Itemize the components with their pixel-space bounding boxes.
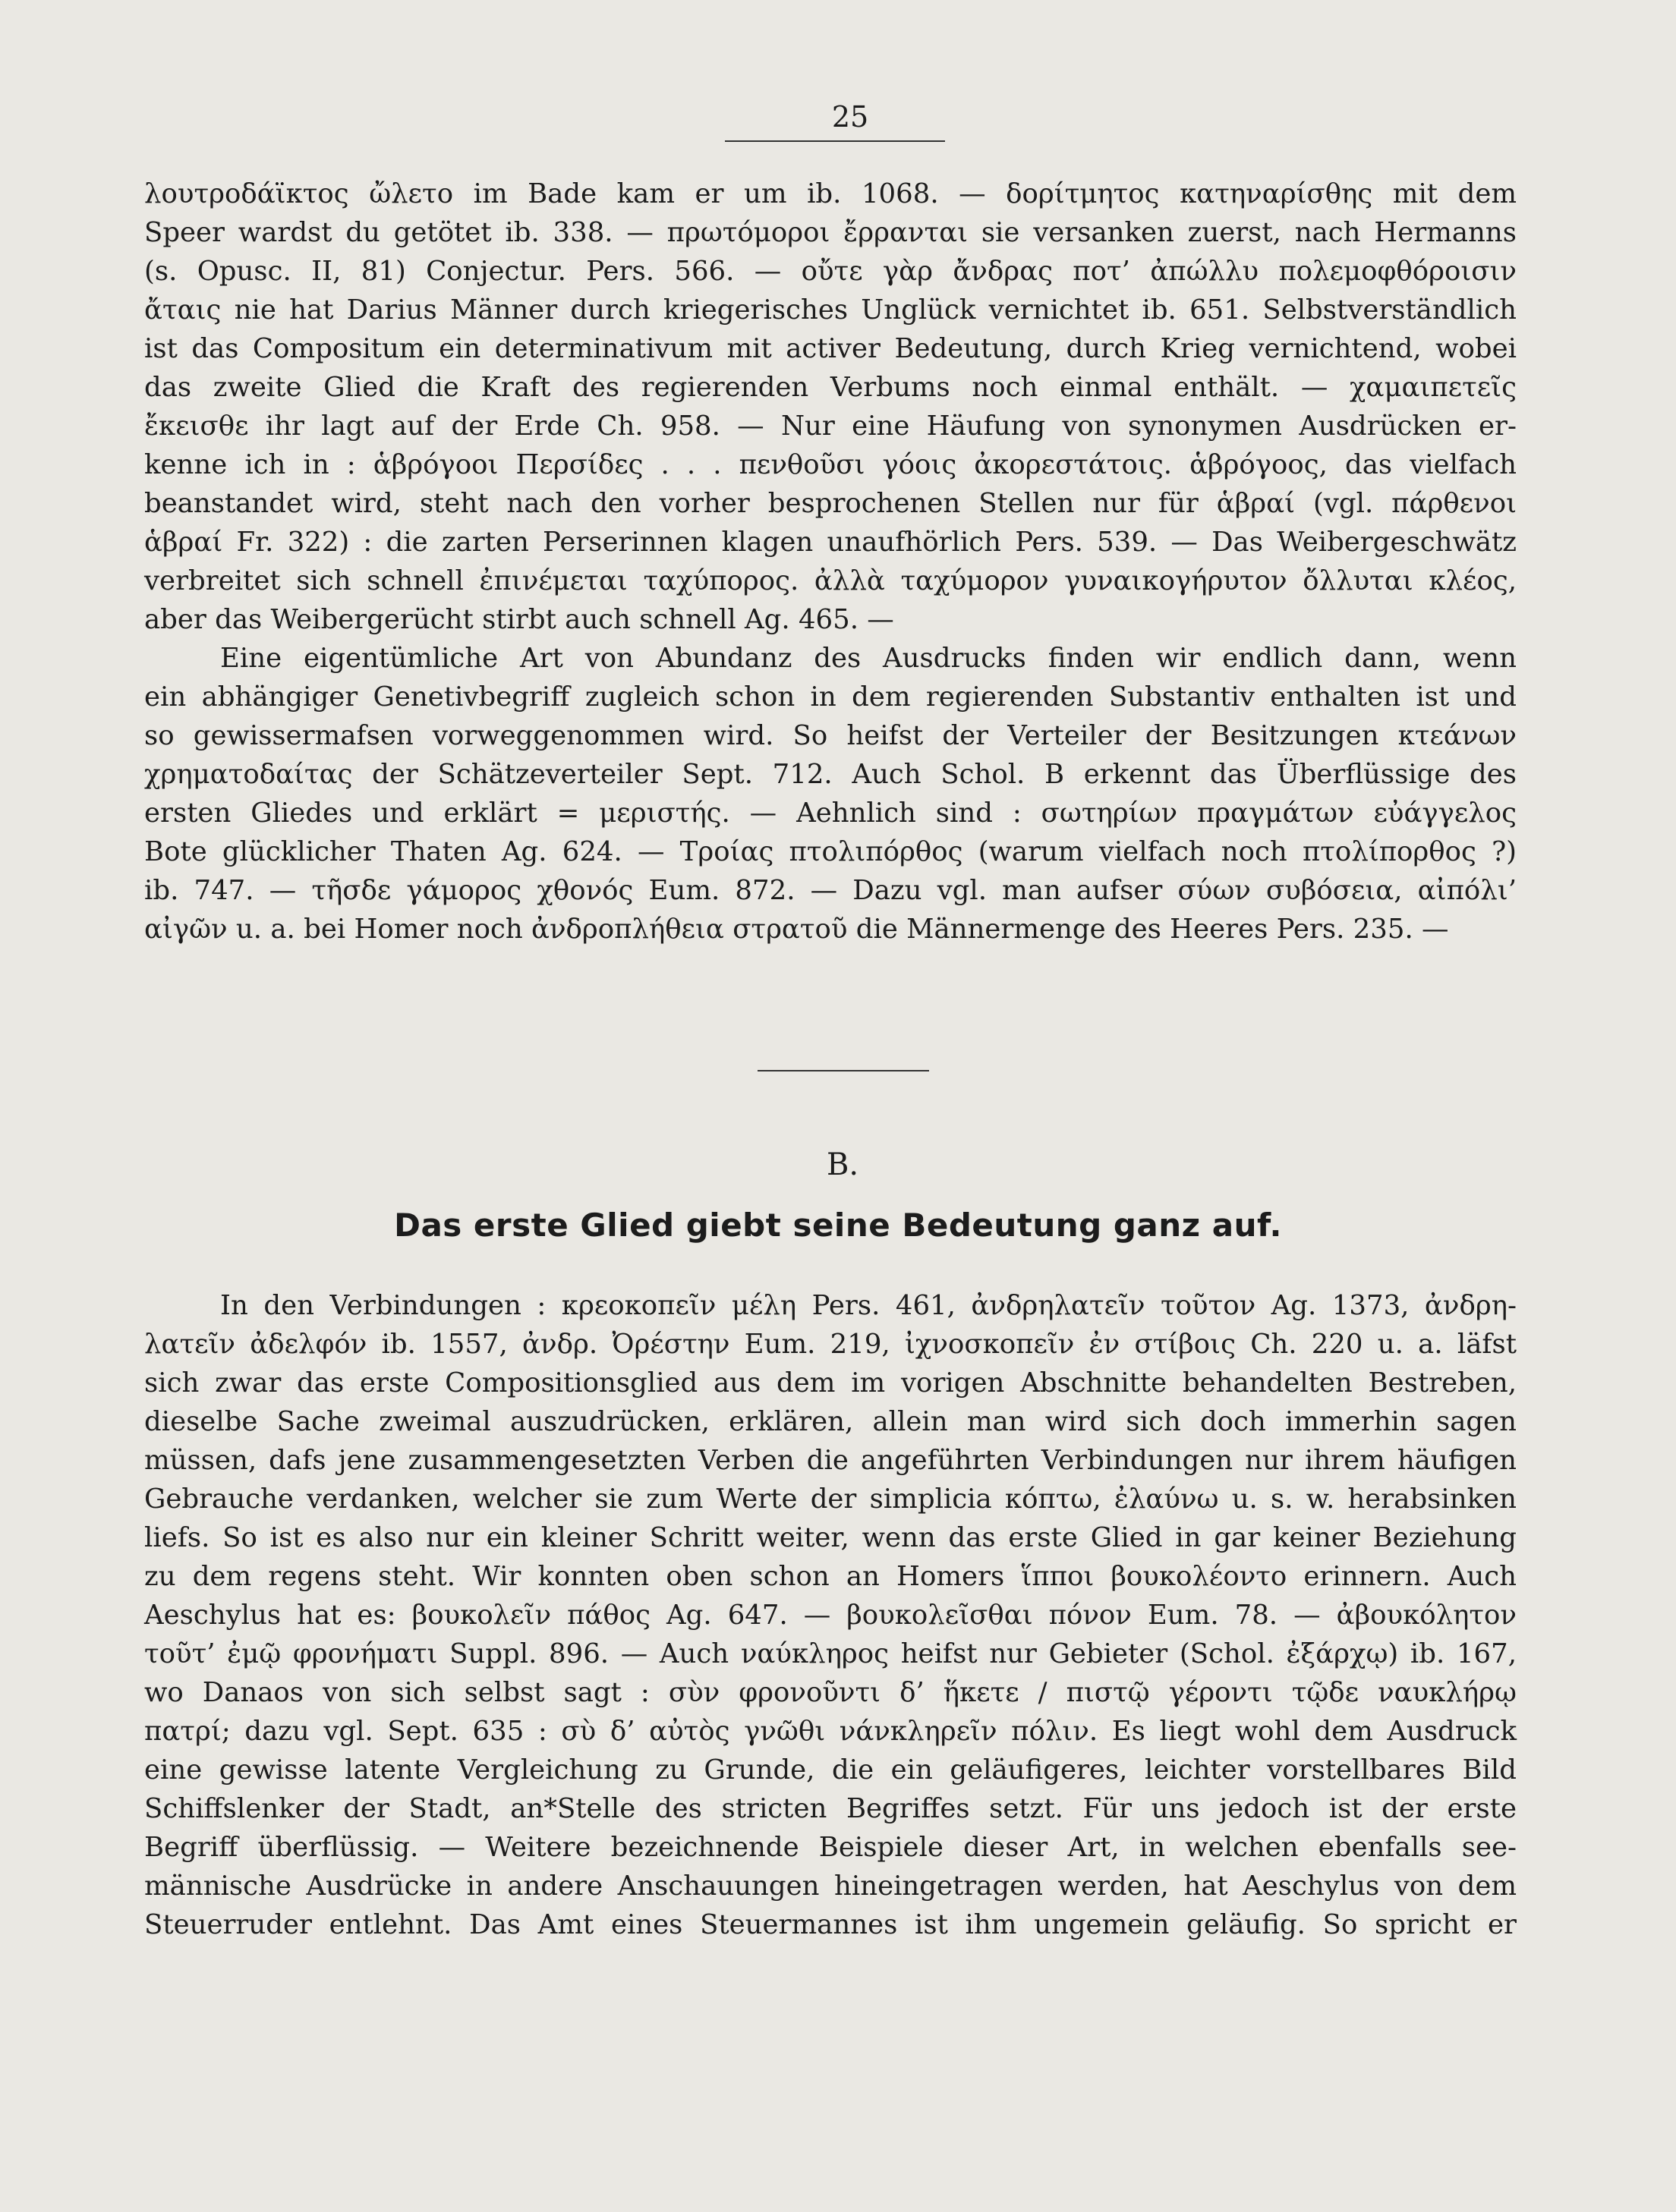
text-line: ib. 747. — τῆσδε γάμορος χθονός Eum. 872. — Dazu vgl. man aufser σύων συβόσεια, αἰπόλι’ [144, 875, 1517, 906]
text-line: müssen, dafs jene zusammengesetzten Verben die angeführten Verbindungen nur ihrem häufigen [144, 1445, 1517, 1476]
text-line: dieselbe Sache zweimal auszudrücken, erklären, allein man wird sich doch immerhin sagen [144, 1406, 1517, 1437]
text-line: Begriff überflüssig. — Weitere bezeichnende Beispiele dieser Art, in welchen ebenfalls see- [144, 1832, 1517, 1863]
text-line: ist das Compositum ein determinativum mit activer Bedeutung, durch Krieg vernichtend, wobei [144, 333, 1517, 364]
text-line: Steuerruder entlehnt. Das Amt eines Steuermannes ist ihm ungemein geläufig. So spricht er [144, 1909, 1517, 1940]
text-line: In den Verbindungen : κρεοκοπεῖν μέλη Pers. 461, ἀνδρηλατεῖν τοῦτον Ag. 1373, ἀνδρη- [220, 1290, 1517, 1321]
text-line: wo Danaos von sich selbst sagt : σὺν φρονοῦντι δ’ ἥκετε / πιστῷ γέροντι τῷδε ναυκλήρῳ [144, 1677, 1517, 1708]
text-line: eine gewisse latente Vergleichung zu Grunde, die ein geläufigeres, leichter vorstellbares Bild [144, 1754, 1517, 1786]
text-line: πατρί; dazu vgl. Sept. 635 : σὺ δ’ αὐτὸς γνῶθι νάνκληρεῖν πόλιν. Es liegt wohl dem Ausdruck [144, 1716, 1517, 1747]
text-line: ἁβραί Fr. 322) : die zarten Perserinnen klagen unaufhörlich Pers. 539. — Das Weibergeschwätz [144, 527, 1517, 558]
text-line: liefs. So ist es also nur ein kleiner Schritt weiter, wenn das erste Glied in gar keiner Beziehung [144, 1522, 1517, 1553]
text-line: verbreitet sich schnell ἐπινέμεται ταχύπορος. ἀλλὰ ταχύμορον γυναικογήρυτον ὄλλυται κλέος, [144, 565, 1517, 596]
text-line: Bote glücklicher Thaten Ag. 624. — Τροίας πτολιπόρθος (warum vielfach noch πτολίπορθος ?) [144, 836, 1517, 867]
section-b-text [144, 1286, 1517, 1944]
text-line: χρηματοδαίτας der Schätzeverteiler Sept. 712. Auch Schol. B erkennt das Überflüssige des [144, 759, 1517, 790]
text-line: Aeschylus hat es: βουκολεῖν πάθος Ag. 647. — βουκολεῖσθαι πόνον Eum. 78. — ἀβουκόλητον [144, 1600, 1517, 1631]
text-line: ἔκεισθε ihr lagt auf der Erde Ch. 958. — Nur eine Häufung von synonymen Ausdrücken er- [144, 411, 1517, 442]
text-line: so gewissermafsen vorweggenommen wird. So heifst der Verteiler der Besitzungen κτεάνων [144, 720, 1517, 751]
text-line: das zweite Glied die Kraft des regierenden Verbums noch einmal enthält. — χαμαιπετεῖς [144, 372, 1517, 403]
text-line: beanstandet wird, steht nach den vorher besprochenen Stellen nur für ἁβραί (vgl. πάρθενοι [144, 488, 1517, 519]
text-line: τοῦτ’ ἐμῷ φρονήματι Suppl. 896. — Auch ναύκληρος heifst nur Gebieter (Schol. ἐξάρχῳ) ib. 167, [144, 1638, 1517, 1669]
page-number: 25 [831, 100, 869, 134]
text-line: λουτροδάϊκτος ὤλετο im Bade kam er um ib. 1068. — δορίτμητος κατηναρίσθης mit dem [144, 178, 1517, 209]
text-line: αἰγῶν u. a. bei Homer noch ἀνδροπλήθεια στρατοῦ die Männermenge des Heeres Pers. 235. — [144, 914, 1449, 945]
text-line: ἄταις nie hat Darius Männer durch kriegerisches Unglück vernichtet ib. 651. Selbstverständlich [144, 294, 1517, 326]
text-line: männische Ausdrücke in andere Anschauungen hineingetragen werden, hat Aeschylus von dem [144, 1871, 1517, 1902]
text-line: ein abhängiger Genetivbegriff zugleich schon in dem regierenden Substantiv enthalten ist und [144, 681, 1517, 713]
section-a-text [144, 175, 1517, 949]
section-divider [758, 1070, 929, 1071]
text-line: sich zwar das erste Compositionsglied aus dem im vorigen Abschnitte behandelten Bestreben, [144, 1367, 1517, 1399]
text-line: zu dem regens steht. Wir konnten oben schon an Homers ἵπποι βουκολέοντο erinnern. Auch [144, 1561, 1517, 1592]
text-line: Speer wardst du getötet ib. 338. — πρωτόμοροι ἔρρανται sie versanken zuerst, nach Hermanns [144, 217, 1517, 248]
text-line: λατεῖν ἀδελφόν ib. 1557, ἀνδρ. Ὀρέστην Eum. 219, ἰχνοσκοπεῖν ἐν στίβοις Ch. 220 u. a. läfst [144, 1329, 1517, 1360]
text-line: Eine eigentümliche Art von Abundanz des Ausdrucks finden wir endlich dann, wenn [220, 643, 1517, 674]
header-rule [725, 140, 945, 142]
section-letter: B. [826, 1147, 859, 1182]
text-line: aber das Weibergerücht stirbt auch schnell Ag. 465. — [144, 604, 894, 635]
text-line: Schiffslenker der Stadt, an*Stelle des stricten Begriffes setzt. Für uns jedoch ist der erste [144, 1793, 1517, 1824]
text-line: kenne ich in : ἁβρόγοοι Περσίδες . . . πενθοῦσι γόοις ἀκορεστάτοις. ἁβρόγοος, das vielfach [144, 449, 1517, 480]
text-line: Gebrauche verdanken, welcher sie zum Werte der simplicia κόπτω, ἐλαύνω u. s. w. herabsinken [144, 1484, 1517, 1515]
text-line: (s. Opusc. II, 81) Conjectur. Pers. 566. — οὔτε γὰρ ἄνδρας ποτ’ ἀπώλλυ πολεμοφθόροισιν [144, 256, 1517, 287]
text-line: ersten Gliedes und erklärt = μεριστής. — Aehnlich sind : σωτηρίων πραγμάτων εὐάγγελος [144, 798, 1517, 829]
section-title: Das erste Glied giebt seine Bedeutung ganz auf. [394, 1207, 1282, 1244]
